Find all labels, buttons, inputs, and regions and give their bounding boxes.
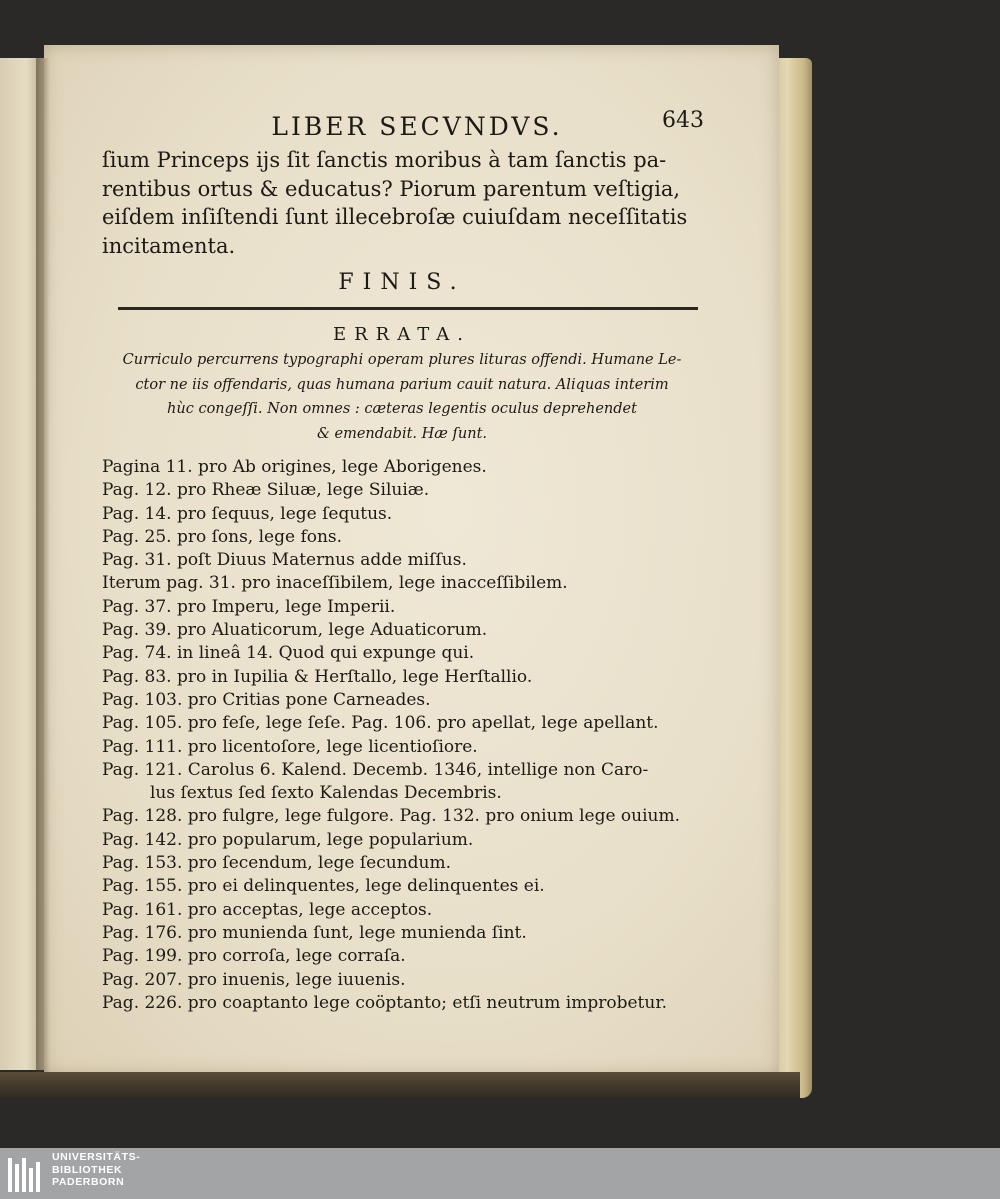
errata-list [102,456,702,1015]
library-name-line: BIBLIOTHEK [52,1163,123,1176]
preface-line: hùc congeſſi. Non omnes : cæteras legentis oculus deprehendet [167,401,637,417]
errata-entry: Pag. 25. pro ſons, lege fons. [102,526,343,547]
library-logo-icon [6,1154,46,1194]
body-line: eiſdem inſiſtendi ſunt illecebroſæ cuiuſdam neceſſitatis [102,205,688,229]
errata-entry: Pag. 31. poſt Diuus Maternus adde miſſus. [102,550,467,571]
body-line: incitamenta. [102,233,236,258]
errata-entry: Pag. 111. pro licentoſore, lege licentioſiore. [102,736,478,757]
errata-entry: Pag. 207. pro inuenis, lege iuuenis. [102,969,406,990]
errata-preface [102,348,702,446]
page-text [102,108,704,1015]
errata-entry: Pag. 105. pro feſe, lege ſeſe. Pag. 106. pro apellat, lege apellant. [102,713,659,734]
errata-entry: Pag. 14. pro ſequus, lege ſequtus. [102,503,393,524]
errata-entry: Pag. 121. Carolus 6. Kalend. Decemb. 1346, intellige non Caro- [102,759,649,780]
errata-heading: ERRATA. [332,324,471,345]
errata-entry: Pag. 142. pro popularum, lege popularium. [102,829,474,850]
errata-entry: Iterum pag. 31. pro inaceſſibilem, lege inacceſſibilem. [102,573,568,594]
body-line: ſium Princeps ijs ſit ſanctis moribus à tam ſanctis pa- [102,148,667,172]
errata-entry: Pag. 176. pro munienda ſunt, lege munienda ſint. [102,922,527,943]
page-number: 643 [662,108,704,133]
errata-entry: Pag. 83. pro in Iupilia & Herſtallo, lege Herſtallio. [102,666,533,687]
running-head [102,108,704,146]
errata-entry: Pag. 74. in lineâ 14. Quod qui expunge qui. [102,643,475,664]
errata-entry: Pagina 11. pro Ab origines, lege Aborigenes. [102,457,487,477]
errata-entry: Pag. 155. pro ei delinquentes, lege delinquentes ei. [102,876,545,897]
errata-entry: Pag. 161. pro acceptas, lege acceptos. [102,899,433,920]
errata-entry: Pag. 153. pro ſecendum, lege ſecundum. [102,853,452,874]
preface-line: ctor ne iis offendaris, quas humana parium cauit natura. Aliquas interim [135,376,669,393]
preface-line: & emendabit. Hæ ſunt. [316,425,488,442]
library-name-line: PADERBORN [52,1176,125,1188]
library-name-line: UNIVERSITÄTS- [52,1151,141,1163]
errata-entry: Pag. 12. pro Rheæ Siluæ, lege Siluiæ. [102,480,430,501]
spine-shadow [36,58,50,1073]
running-head-title: LIBER SECVNDVS. [271,112,563,141]
horizontal-rule [118,307,698,310]
errata-entry: Pag. 103. pro Critias pone Carneades. [102,689,431,710]
errata-entry: Pag. 39. pro Aluaticorum, lege Aduaticorum. [102,620,488,641]
errata-entry: Pag. 128. pro fulgre, lege fulgore. Pag. 132. pro onium lege ouium. [102,806,681,827]
library-name [52,1151,140,1189]
library-footer-bar [0,1148,1000,1199]
preface-line: Curriculo percurrens typographi operam plures lituras offendi. Humane Le- [122,352,682,368]
errata-entry: Pag. 226. pro coaptanto lege coöptanto; etſi neutrum improbetur. [102,992,667,1013]
errata-entry: Pag. 199. pro corroſa, lege corraſa. [102,946,406,967]
body-paragraph [102,146,702,260]
body-line: rentibus ortus & educatus? Piorum parentum veſtigia, [102,176,681,201]
errata-entry: Pag. 37. pro Imperu, lege Imperii. [102,596,396,617]
errata-entry-continuation: lus ſextus ſed ſexto Kalendas Decembris. [150,783,502,804]
finis-heading: FINIS. [338,270,466,295]
book-bottom-edge [0,1072,800,1098]
